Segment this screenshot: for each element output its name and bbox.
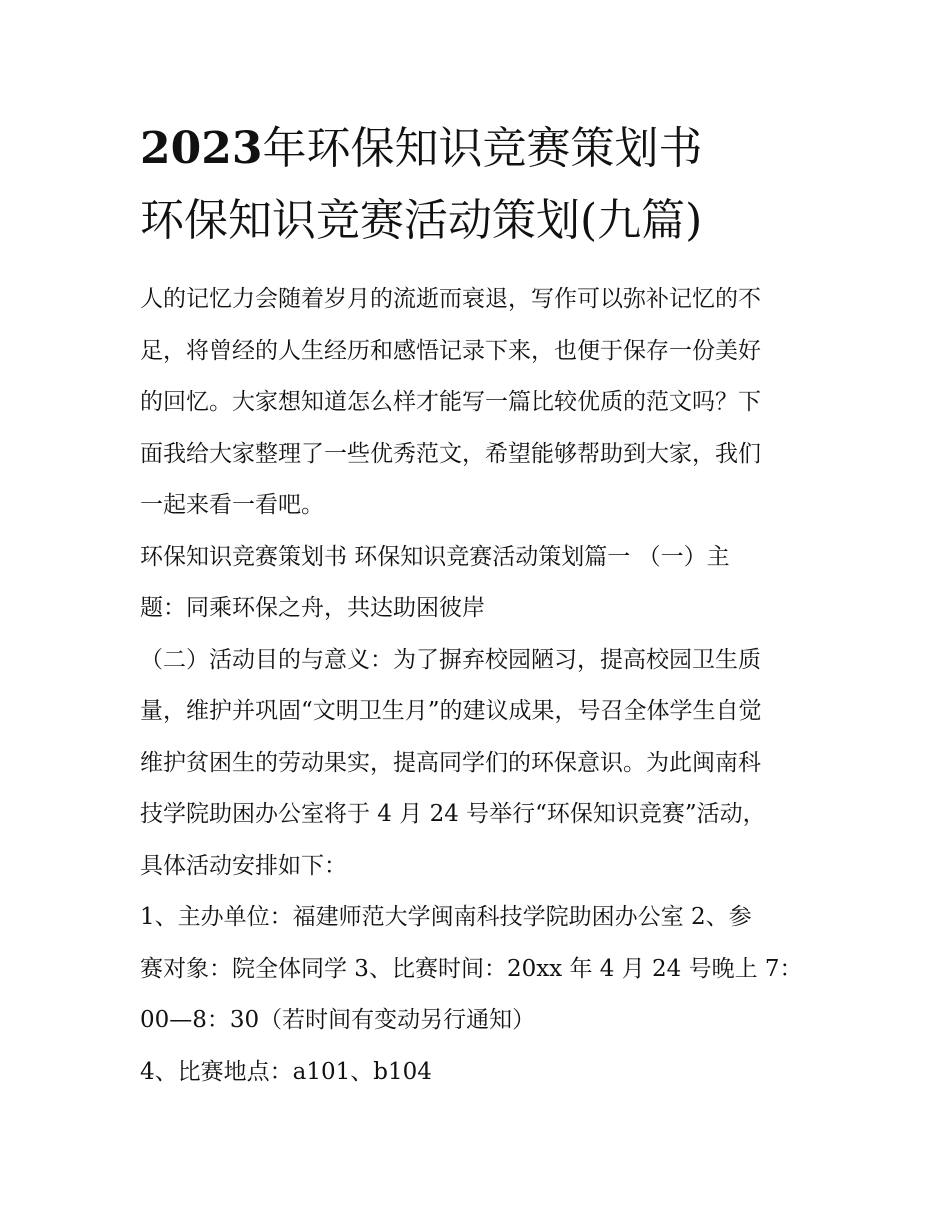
- body-line: 足，将曾经的人生经历和感悟记录下来，也便于保存一份美好: [140, 337, 761, 364]
- body-line: 环保知识竞赛策划书 环保知识竞赛活动策划篇一 （一）主: [140, 543, 730, 570]
- body-line: 面我给大家整理了一些优秀范文，希望能够帮助到大家，我们: [140, 440, 761, 467]
- title-year: 2023: [140, 123, 263, 174]
- title-line-1-text: 年环保知识竞赛策划书: [262, 123, 703, 174]
- body-line: 的回忆。大家想知道怎么样才能写一篇比较优质的范文吗？下: [140, 389, 761, 415]
- body-line: 人的记忆力会随着岁月的流逝而衰退，写作可以弥补记忆的不: [140, 286, 761, 312]
- document-page: [140, 118, 820, 1098]
- body-line: 1、主办单位：福建师范大学闽南科技学院助困办公室 2、参: [140, 904, 752, 930]
- body-line: 具体活动安排如下：: [140, 852, 347, 879]
- document-title: [140, 118, 820, 252]
- title-line-2: 环保知识竞赛活动策划(九篇): [140, 195, 703, 246]
- body-line: 赛对象：院全体同学 3、比赛时间：20xx 年 4 月 24 号晚上 7：: [140, 955, 803, 982]
- body-line: （二）活动目的与意义：为了摒弃校园陋习，提高校园卫生质: [140, 646, 761, 673]
- body-line: 技学院助困办公室将于 4 月 24 号举行“环保知识竞赛”活动，: [140, 801, 766, 827]
- document-body: [140, 274, 820, 1098]
- body-line: 题：同乘环保之舟，共达助困彼岸: [140, 595, 485, 621]
- title-line-1: [140, 118, 820, 180]
- body-line: 维护贫困生的劳动果实，提高同学们的环保意识。为此闽南科: [140, 749, 761, 776]
- body-line: 一起来看一看吧。: [140, 492, 324, 518]
- body-line: 量，维护并巩固“文明卫生月”的建议成果，号召全体学生自觉: [140, 698, 762, 724]
- body-line: 00—8：30（若时间有变动另行通知）: [140, 1007, 536, 1033]
- body-line: 4、比赛地点：a101、b104: [140, 1058, 432, 1085]
